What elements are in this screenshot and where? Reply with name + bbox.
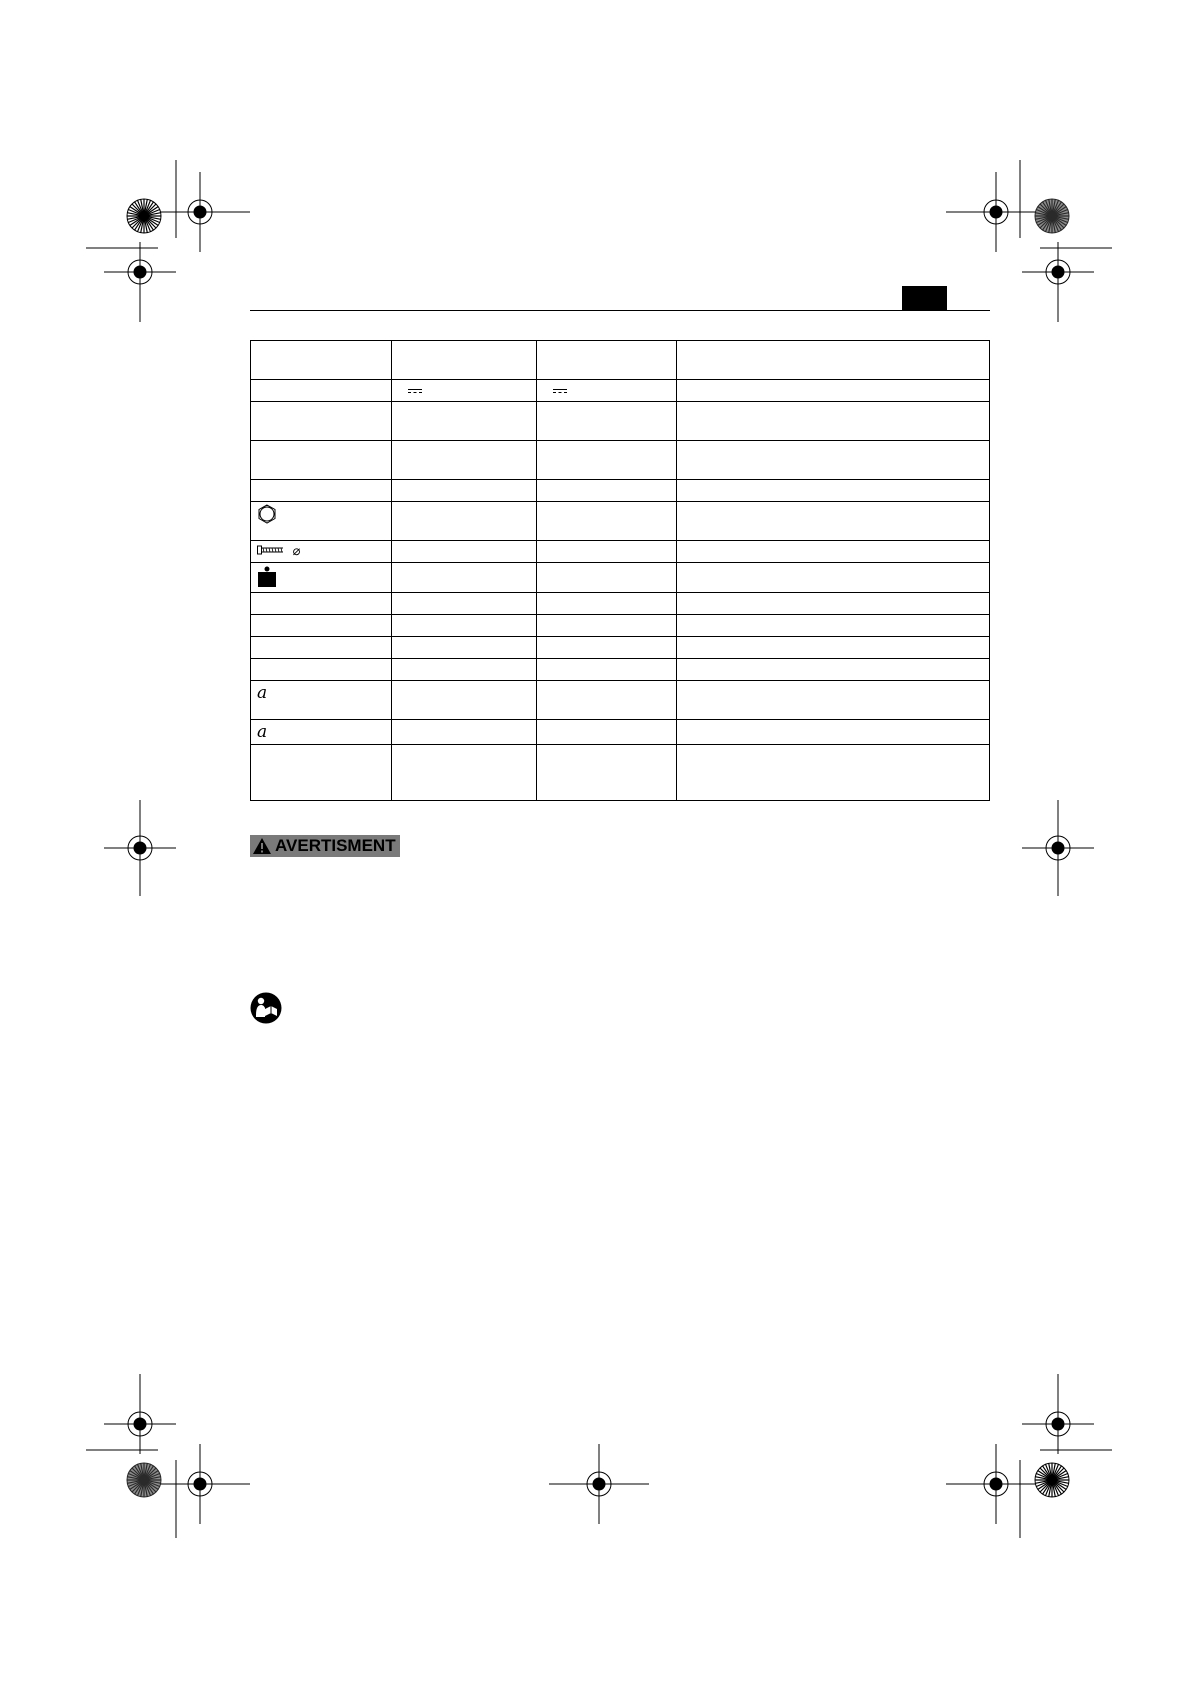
screw-diameter-icon xyxy=(257,545,285,555)
table-cell xyxy=(392,502,537,541)
table-cell xyxy=(251,502,392,541)
table-cell xyxy=(392,480,537,502)
table-cell xyxy=(251,380,392,402)
registration-mark-icon xyxy=(104,1374,176,1454)
table-cell xyxy=(677,720,990,745)
table-cell xyxy=(677,637,990,659)
table-cell xyxy=(392,563,537,593)
table-row xyxy=(251,402,990,441)
table-row xyxy=(251,637,990,659)
table-cell xyxy=(537,659,677,681)
registration-mark-icon xyxy=(104,242,176,322)
color-wheel-icon xyxy=(127,199,161,233)
acceleration-symbol: a xyxy=(257,683,268,703)
table-cell xyxy=(537,480,677,502)
table-row xyxy=(251,593,990,615)
table-row xyxy=(251,502,990,541)
table-cell xyxy=(537,681,677,720)
table-cell xyxy=(392,681,537,720)
table-cell xyxy=(677,402,990,441)
table-cell xyxy=(251,541,392,563)
table-cell xyxy=(537,563,677,593)
table-cell xyxy=(392,402,537,441)
table-row xyxy=(251,541,990,563)
table-cell xyxy=(392,380,537,402)
read-manual-icon xyxy=(250,992,282,1024)
table-cell xyxy=(677,441,990,480)
registration-mark-icon xyxy=(1022,242,1094,322)
table-cell xyxy=(537,637,677,659)
table-cell xyxy=(392,341,537,380)
table-cell xyxy=(251,441,392,480)
registration-mark-icon xyxy=(104,800,176,896)
warning-label-text: AVERTISMENT xyxy=(275,836,396,855)
diameter-sign: ⌀ xyxy=(292,543,301,558)
table-cell xyxy=(537,502,677,541)
table-cell xyxy=(677,380,990,402)
table-row xyxy=(251,341,990,380)
table-cell xyxy=(392,541,537,563)
table-cell xyxy=(537,380,677,402)
table-cell xyxy=(677,480,990,502)
table-cell xyxy=(537,402,677,441)
color-wheel-icon xyxy=(1035,1463,1069,1497)
language-tab xyxy=(902,286,947,310)
table-cell xyxy=(251,745,392,801)
table-row xyxy=(251,380,990,402)
table-cell xyxy=(677,659,990,681)
table-cell xyxy=(677,563,990,593)
table-cell xyxy=(392,637,537,659)
table-cell xyxy=(251,480,392,502)
registration-mark-icon xyxy=(1022,800,1094,896)
table-cell xyxy=(251,341,392,380)
table-cell xyxy=(677,745,990,801)
weight-icon xyxy=(257,565,277,587)
spec-table xyxy=(250,340,990,801)
table-row xyxy=(251,441,990,480)
warning-triangle-icon xyxy=(252,837,272,855)
table-cell xyxy=(537,593,677,615)
hex-nut-icon xyxy=(257,504,277,524)
table-cell xyxy=(537,745,677,801)
table-cell xyxy=(677,341,990,380)
color-wheel-icon xyxy=(1035,199,1069,233)
dc-voltage-icon xyxy=(408,389,422,393)
table-row xyxy=(251,563,990,593)
warning-label xyxy=(250,835,400,857)
table-cell xyxy=(251,681,392,720)
table-cell xyxy=(251,402,392,441)
table-cell xyxy=(392,593,537,615)
table-cell xyxy=(677,541,990,563)
table-cell xyxy=(251,563,392,593)
table-cell xyxy=(392,441,537,480)
table-row xyxy=(251,745,990,801)
registration-mark-icon xyxy=(150,1444,250,1524)
dc-voltage-icon xyxy=(553,389,567,393)
table-cell xyxy=(537,341,677,380)
table-cell xyxy=(677,593,990,615)
header-rule xyxy=(250,310,990,311)
table-cell xyxy=(251,593,392,615)
registration-mark-icon xyxy=(150,172,250,252)
table-cell xyxy=(537,720,677,745)
table-cell xyxy=(392,659,537,681)
registration-mark-icon xyxy=(549,1444,649,1524)
table-row xyxy=(251,659,990,681)
table-row xyxy=(251,615,990,637)
table-row xyxy=(251,480,990,502)
table-cell xyxy=(251,637,392,659)
table-cell xyxy=(392,615,537,637)
table-row xyxy=(251,681,990,720)
registration-mark-icon xyxy=(946,172,1046,252)
registration-mark-icon xyxy=(946,1444,1046,1524)
registration-mark-icon xyxy=(1022,1374,1094,1454)
table-cell xyxy=(392,745,537,801)
table-cell xyxy=(392,720,537,745)
table-cell xyxy=(537,615,677,637)
table-cell xyxy=(677,502,990,541)
table-cell xyxy=(251,720,392,745)
acceleration-symbol: a xyxy=(257,722,268,742)
table-cell xyxy=(677,681,990,720)
table-cell xyxy=(251,659,392,681)
table-cell xyxy=(251,615,392,637)
table-cell xyxy=(677,615,990,637)
color-wheel-icon xyxy=(127,1463,161,1497)
table-row xyxy=(251,720,990,745)
table-cell xyxy=(537,441,677,480)
table-cell xyxy=(537,541,677,563)
